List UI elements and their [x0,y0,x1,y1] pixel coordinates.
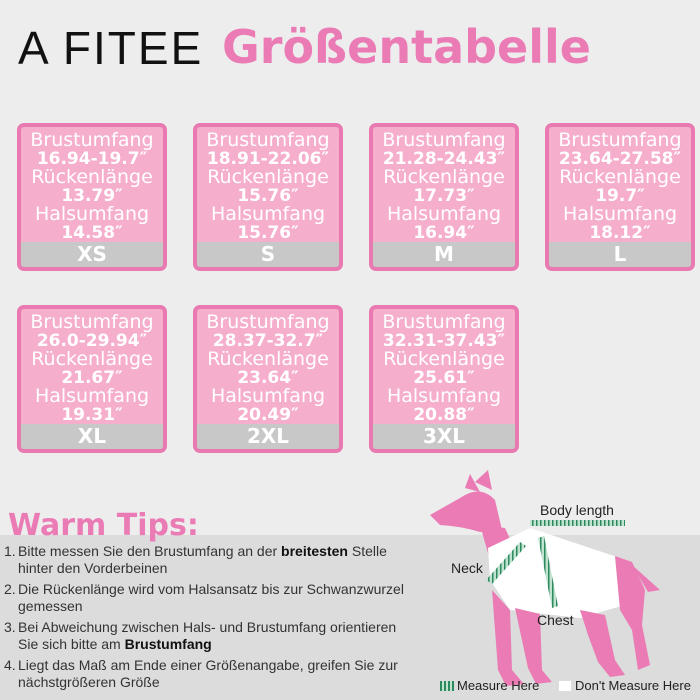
size-label: XS [21,242,163,267]
size-label: XL [21,424,163,449]
size-label: 3XL [373,424,515,449]
back-value: 21.67″ [61,367,123,388]
tips-list [4,543,404,695]
chest-label: Brustumfang [30,129,154,151]
size-card-m [369,123,519,271]
size-label: M [373,242,515,267]
neck-value: 16.94″ [413,222,475,243]
back-label: Rückenlänge [31,166,153,188]
chest-label: Chest [537,612,574,628]
dog-ear-shape [475,470,492,490]
neck-label: Halsumfang [562,203,678,225]
chest-label: Brustumfang [206,129,330,151]
neck-value: 20.88″ [413,404,475,425]
neck-label: Halsumfang [34,203,150,225]
legend-measure [440,678,539,693]
dog-hind-leg-shape [615,556,650,670]
back-value: 13.79″ [61,185,123,206]
ruler-icon [440,681,454,691]
chest-value: 18.91-22.06″ [206,148,330,169]
neck-value: 18.12″ [589,222,651,243]
white-swatch-icon [558,680,572,692]
tip-number: 1. [4,543,16,559]
size-label: 2XL [197,424,339,449]
brand-logo: A FITEE [18,22,204,74]
back-value: 15.76″ [237,185,299,206]
neck-value: 19.31″ [61,404,123,425]
size-label: S [197,242,339,267]
legend-dont-measure-label: Don't Measure Here [575,678,691,693]
back-label: Rückenlänge [207,166,329,188]
chest-label: Brustumfang [30,311,154,333]
dog-head-shape [430,491,502,532]
back-label: Rückenlänge [383,166,505,188]
size-card-l [545,123,695,271]
chest-value: 23.64-27.58″ [558,148,682,169]
tip-item [4,543,404,577]
chest-label: Brustumfang [382,129,506,151]
body-length-label: Body length [540,502,614,518]
size-card-xs [17,123,167,271]
chest-value: 28.37-32.7″ [212,330,324,351]
neck-label: Halsumfang [210,385,326,407]
tip-item [4,657,404,691]
neck-label: Halsumfang [210,203,326,225]
back-length-ruler [530,520,625,526]
tips-title: Warm Tips: [8,508,199,543]
tip-text: Die Rückenlänge wird vom Halsansatz bis zur Schwanzwurzel gemessen [18,581,404,614]
chest-label: Brustumfang [206,311,330,333]
neck-label: Halsumfang [386,385,502,407]
neck-value: 15.76″ [237,222,299,243]
tip-number: 2. [4,581,16,597]
chest-value: 26.0-29.94″ [36,330,148,351]
back-label: Rückenlänge [559,166,681,188]
size-card-xl [17,305,167,453]
chest-label: Brustumfang [558,129,682,151]
tip-text: Liegt das Maß am Ende einer Größenangabe, greifen Sie zur nächstgrößeren Größe [18,657,398,690]
neck-label: Halsumfang [34,385,150,407]
back-value: 25.61″ [413,367,475,388]
dog-hind-leg-shape [580,610,625,677]
back-label: Rückenlänge [207,348,329,370]
size-card-2xl [193,305,343,453]
size-card-s [193,123,343,271]
back-value: 17.73″ [413,185,475,206]
back-label: Rückenlänge [31,348,153,370]
chest-value: 21.28-24.43″ [382,148,506,169]
tip-number: 3. [4,619,16,635]
chest-value: 16.94-19.7″ [36,148,148,169]
back-label: Rückenlänge [383,348,505,370]
tip-item [4,619,404,653]
back-value: 19.7″ [595,185,645,206]
tip-item [4,581,404,615]
neck-value: 14.58″ [61,222,123,243]
legend-dont-measure [558,678,691,693]
size-card-3xl [369,305,519,453]
tip-text: Bitte messen Sie den Brustumfang an der breitesten Stelle hinter den Vorderbeinen [18,543,387,576]
size-label: L [549,242,691,267]
back-value: 23.64″ [237,367,299,388]
chest-value: 32.31-37.43″ [382,330,506,351]
neck-label: Halsumfang [386,203,502,225]
neck-value: 20.49″ [237,404,299,425]
page-title: Größentabelle [222,20,591,74]
tip-number: 4. [4,657,16,673]
neck-label: Neck [451,560,483,576]
legend-measure-label: Measure Here [457,678,540,693]
tip-text: Bei Abweichung zwischen Hals- und Brustumfang orientieren Sie sich bitte am Brustumfang [18,619,397,652]
chest-label: Brustumfang [382,311,506,333]
